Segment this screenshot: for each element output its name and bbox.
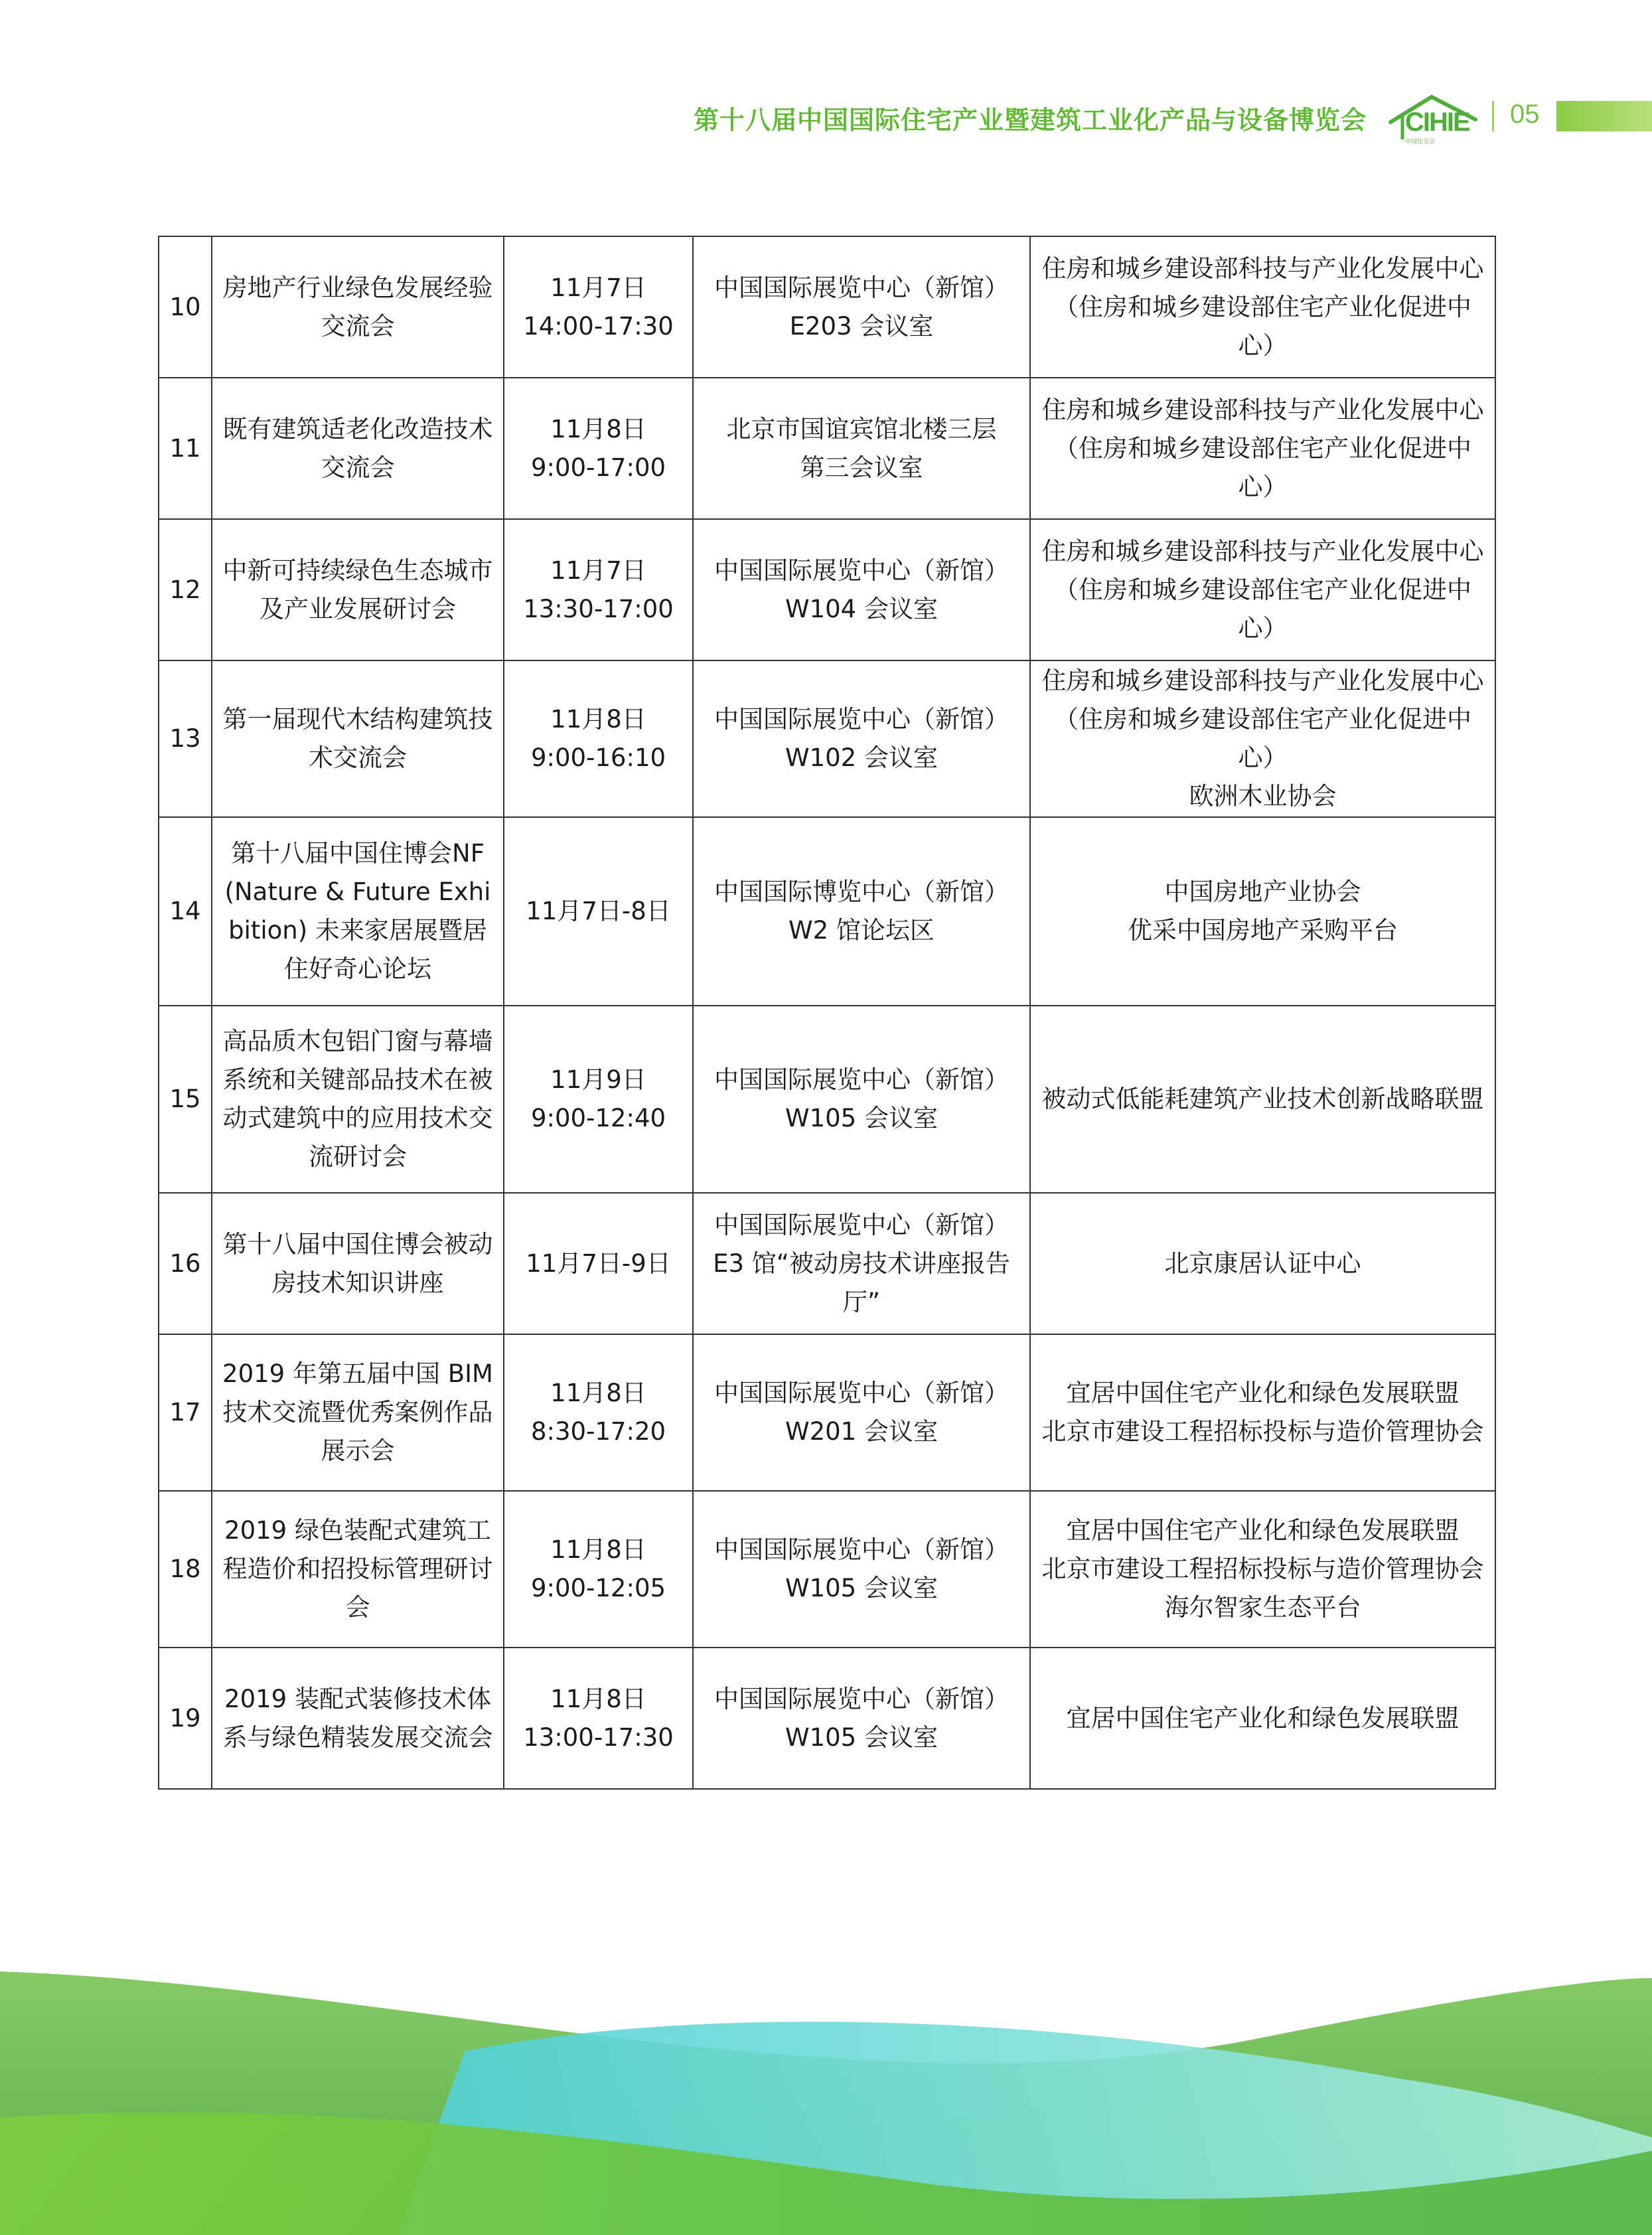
event-organizer: 宜居中国住宅产业化和绿色发展联盟 北京市建设工程招标投标与造价管理协会 [1030,1334,1495,1491]
event-time: 11月8日 9:00-12:05 [504,1491,693,1648]
event-number: 16 [159,1193,212,1334]
table-row [159,817,1495,1006]
event-name: 第一届现代木结构建筑技术交流会 [212,660,504,817]
table-row [159,660,1495,817]
table-row [159,519,1495,660]
header-accent-bar [1556,101,1652,131]
event-time: 11月7日 14:00-17:30 [504,236,693,378]
event-organizer: 住房和城乡建设部科技与产业化发展中心 （住房和城乡建设部住宅产业化促进中心） [1030,236,1495,378]
event-time: 11月8日 9:00-16:10 [504,660,693,817]
table-row [159,1334,1495,1491]
event-name: 第十八届中国住博会被动房技术知识讲座 [212,1193,504,1334]
table-row [159,378,1495,519]
table-row [159,1491,1495,1648]
event-name: 2019 装配式装修技术体系与绿色精装发展交流会 [212,1648,504,1789]
event-number: 15 [159,1006,212,1193]
table-row [159,1006,1495,1193]
event-venue: 中国国际展览中心（新馆） E203 会议室 [693,236,1030,378]
header-title: 第十八届中国国际住宅产业暨建筑工业化产品与设备博览会 [693,106,1367,135]
page-number: 05 [1510,100,1540,129]
event-name: 第十八届中国住博会NF(Nature & Future Exhibition) 未来家居展暨居住好奇心论坛 [212,817,504,1006]
event-time: 11月8日 13:00-17:30 [504,1648,693,1789]
event-organizer: 住房和城乡建设部科技与产业化发展中心 （住房和城乡建设部住宅产业化促进中心） 欧洲木业协会 [1030,660,1495,817]
event-organizer: 住房和城乡建设部科技与产业化发展中心 （住房和城乡建设部住宅产业化促进中心） [1030,519,1495,660]
event-number: 11 [159,378,212,519]
event-name: 既有建筑适老化改造技术交流会 [212,378,504,519]
event-time: 11月7日-9日 [504,1193,693,1334]
event-number: 12 [159,519,212,660]
event-name: 2019 年第五届中国 BIM 技术交流暨优秀案例作品展示会 [212,1334,504,1491]
event-number: 19 [159,1648,212,1789]
event-organizer: 宜居中国住宅产业化和绿色发展联盟 [1030,1648,1495,1789]
event-time: 11月8日 8:30-17:20 [504,1334,693,1491]
event-number: 13 [159,660,212,817]
table-row [159,236,1495,378]
header-divider [1492,101,1494,131]
event-number: 10 [159,236,212,378]
logo-text: CIHIE [1405,108,1469,137]
event-organizer: 住房和城乡建设部科技与产业化发展中心 （住房和城乡建设部住宅产业化促进中心） [1030,378,1495,519]
event-schedule-table [158,236,1496,1790]
event-name: 中新可持续绿色生态城市及产业发展研讨会 [212,519,504,660]
event-organizer: 北京康居认证中心 [1030,1193,1495,1334]
event-venue: 中国国际展览中心（新馆） W102 会议室 [693,660,1030,817]
event-venue: 北京市国谊宾馆北楼三层 第三会议室 [693,378,1030,519]
event-venue: 中国国际展览中心（新馆） W105 会议室 [693,1648,1030,1789]
event-venue: 中国国际展览中心（新馆） W105 会议室 [693,1006,1030,1193]
event-time: 11月8日 9:00-17:00 [504,378,693,519]
event-venue: 中国国际展览中心（新馆） W104 会议室 [693,519,1030,660]
event-number: 18 [159,1491,212,1648]
event-venue: 中国国际展览中心（新馆） W201 会议室 [693,1334,1030,1491]
event-venue: 中国国际博览中心（新馆） W2 馆论坛区 [693,817,1030,1006]
event-organizer: 宜居中国住宅产业化和绿色发展联盟 北京市建设工程招标投标与造价管理协会 海尔智家生态平台 [1030,1491,1495,1648]
logo-subtitle: 中国住交会 [1405,139,1436,145]
table-row [159,1193,1495,1334]
event-time: 11月7日 13:30-17:00 [504,519,693,660]
event-venue: 中国国际展览中心（新馆） W105 会议室 [693,1491,1030,1648]
event-number: 14 [159,817,212,1006]
event-organizer: 中国房地产业协会 优采中国房地产采购平台 [1030,817,1495,1006]
cihie-logo [1384,93,1483,146]
event-number: 17 [159,1334,212,1491]
decorative-wave-footer [0,1898,1652,2235]
event-name: 高品质木包铝门窗与幕墙系统和关键部品技术在被动式建筑中的应用技术交流研讨会 [212,1006,504,1193]
event-name: 房地产行业绿色发展经验交流会 [212,236,504,378]
event-time: 11月9日 9:00-12:40 [504,1006,693,1193]
event-name: 2019 绿色装配式建筑工程造价和招投标管理研讨会 [212,1491,504,1648]
event-time: 11月7日-8日 [504,817,693,1006]
event-venue: 中国国际展览中心（新馆） E3 馆“被动房技术讲座报告厅” [693,1193,1030,1334]
table-row [159,1648,1495,1789]
page-header [0,93,1652,146]
event-organizer: 被动式低能耗建筑产业技术创新战略联盟 [1030,1006,1495,1193]
